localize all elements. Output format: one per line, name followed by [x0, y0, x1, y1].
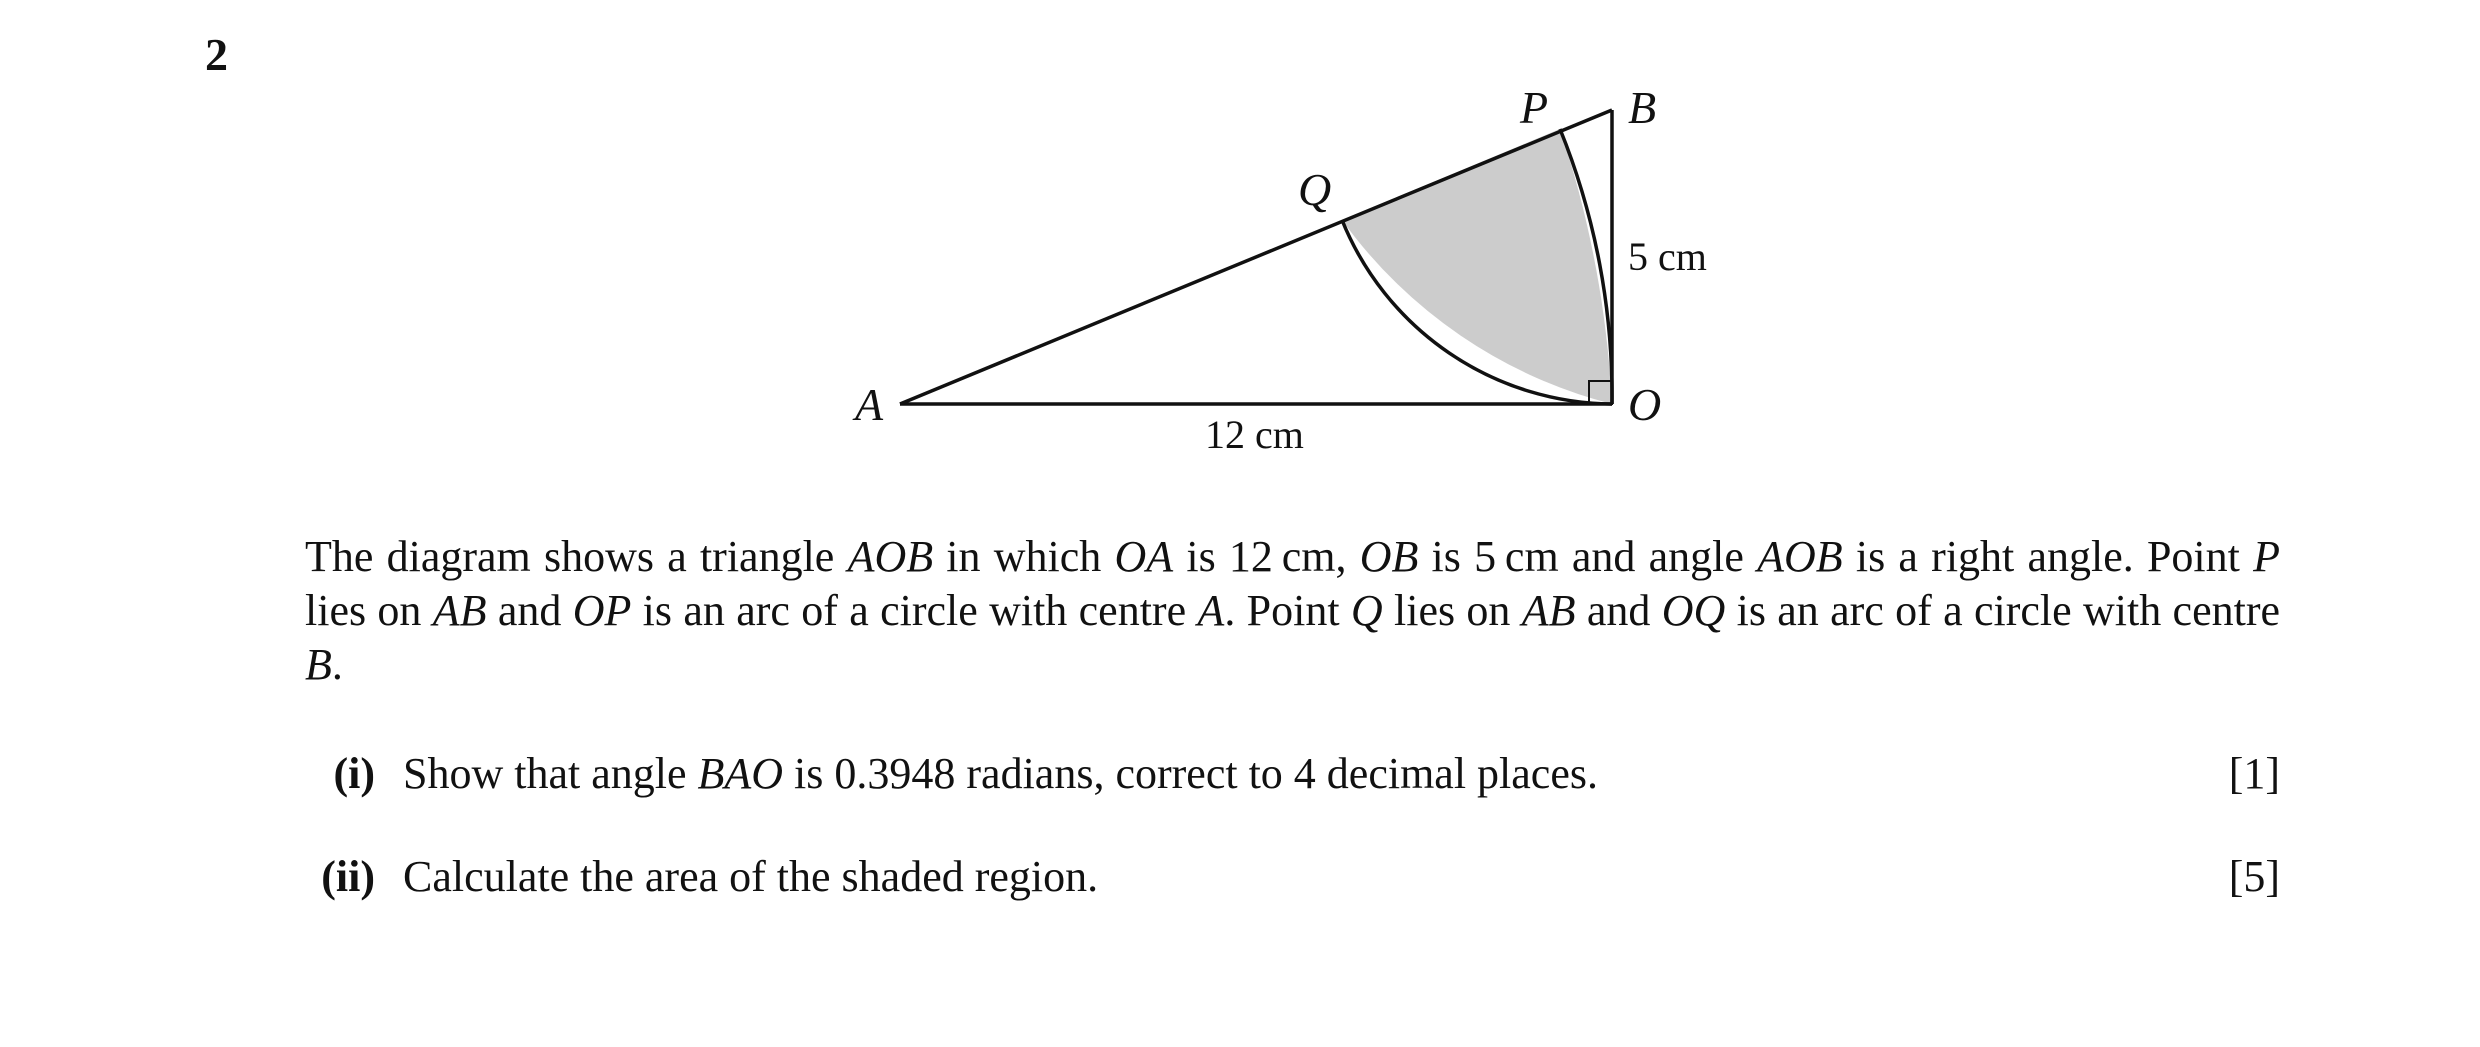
math-OA: OA [1114, 532, 1174, 581]
measure-OB: 5 cm [1628, 234, 1707, 279]
stem-text: and [486, 586, 573, 635]
part-text: Calculate the area of the shaded region. [403, 852, 1099, 901]
stem-text: in which [933, 532, 1115, 581]
part-label: (ii) [321, 852, 375, 901]
stem-paragraph [305, 530, 2280, 692]
stem-text: The diagram shows a triangle [305, 532, 848, 581]
math-OQ: OQ [1661, 586, 1726, 635]
stem-text: lies on [1382, 586, 1522, 635]
part-marks: [1] [2228, 749, 2280, 798]
stem-text: is 12 cm, [1173, 532, 1360, 581]
label-A: A [855, 379, 884, 430]
label-P: P [1520, 82, 1549, 133]
math-B: B [305, 640, 332, 689]
part-label: (i) [333, 749, 375, 798]
math-AOB: AOB [847, 532, 934, 581]
label-Q: Q [1298, 164, 1332, 215]
math-AB: AB [1521, 586, 1576, 635]
part-text [403, 749, 1598, 798]
shaded-region [1342, 129, 1612, 404]
label-O: O [1628, 379, 1662, 430]
stem-text: . [331, 640, 343, 689]
math-OB: OB [1359, 532, 1419, 581]
stem-text: . Point [1224, 586, 1351, 635]
math-A: A [1197, 586, 1225, 635]
stem-text: is a right angle. Point [1842, 532, 2254, 581]
math-OP: OP [572, 586, 632, 635]
math-Q: Q [1350, 586, 1383, 635]
part-marks: [5] [2228, 852, 2280, 901]
stem-text: and [1575, 586, 1662, 635]
stem-text: is an arc of a circle with centre [1725, 586, 2281, 635]
math-P: P [2253, 532, 2280, 581]
question-stem [305, 530, 2280, 692]
stem-text: is an arc of a circle with centre [631, 586, 1198, 635]
math-BAO: BAO [697, 749, 784, 798]
question-number: 2 [205, 29, 228, 80]
part-text-segment: Show that angle [403, 749, 698, 798]
measure-OA: 12 cm [1205, 412, 1304, 457]
math-AOB: AOB [1757, 532, 1843, 581]
part-text-segment: is 0.3948 radians, correct to 4 decimal places. [783, 749, 1598, 798]
triangle-diagram [0, 0, 2480, 500]
stem-text: is 5 cm and angle [1418, 532, 1758, 581]
stem-text: lies on [305, 586, 433, 635]
math-AB: AB [432, 586, 487, 635]
label-B: B [1628, 82, 1657, 133]
